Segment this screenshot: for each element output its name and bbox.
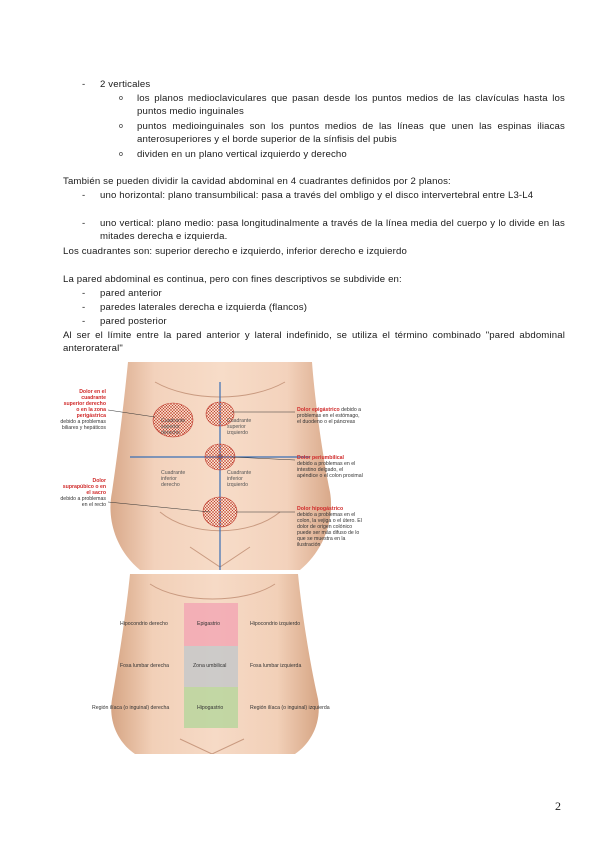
paragraph: Los cuadrantes son: superior derecho e izquierdo, inferior derecho e izquierdo	[63, 246, 407, 257]
label-desc: debido a problemas en el estómago, el duodeno o el páncreas	[297, 407, 362, 425]
figure-label	[297, 455, 363, 479]
bullet-icon: o	[119, 151, 123, 158]
list-dash: -	[82, 316, 86, 327]
region-label: Región ilíaca (o inguinal) derecha	[92, 705, 170, 711]
quadrant-label: Cuadrante inferior derecho	[161, 470, 186, 488]
list-item: pared posterior	[100, 316, 167, 327]
list-subitem: puntos medioinguinales son los puntos medios de las líneas que unen las espinas iliacas anterosuperiores y el borde superior de la sínfisis del pubis	[137, 121, 565, 145]
list-item: pared anterior	[100, 288, 162, 299]
bullet-icon: o	[119, 95, 123, 102]
list-item: 2 verticales	[100, 79, 151, 90]
figure-label	[297, 506, 363, 548]
label-desc: debido a problemas en el intestino delgado, el apéndice o el colon proximal	[297, 461, 363, 479]
label-desc: debido a problemas en el recto	[60, 496, 106, 508]
region-label: Hipocondrio derecho	[120, 621, 168, 627]
list-item: paredes laterales derecha e izquierda (flancos)	[100, 302, 308, 313]
figure-label	[60, 389, 106, 431]
paragraph: También se pueden dividir la cavidad abdominal en 4 cuadrantes definidos por 2 planos:	[63, 176, 451, 187]
list-dash: -	[82, 218, 86, 229]
region-label: Zona umbilical	[193, 663, 227, 669]
region-label: Fosa lumbar izquierda	[250, 663, 302, 669]
region-label: Hipogastrio	[197, 705, 224, 711]
abdomen-quadrants-figure	[60, 362, 370, 570]
quadrant-label: Cuadrante inferior izquierdo	[227, 470, 252, 488]
abdomen-regions-figure	[60, 574, 365, 754]
list-item: uno horizontal: plano transumbilical: pasa a través del ombligo y el disco intervertebral entre L3-L4	[100, 190, 534, 201]
figure-label	[60, 478, 106, 508]
list-dash: -	[82, 302, 86, 313]
page-number: 2	[555, 799, 561, 813]
list-dash: -	[82, 288, 86, 299]
quadrant-label: Cuadrante superior izquierdo	[227, 418, 252, 436]
label-title: Dolor hipogástrico	[297, 506, 344, 512]
list-subitem: los planos medioclaviculares que pasan desde los puntos medios de las clavículas hasta los puntos medio inguinales	[137, 93, 565, 117]
label-title: Dolor suprapúbico o en el sacro	[62, 478, 106, 496]
label-desc: debido a problemas biliares y hepáticos	[60, 419, 106, 431]
list-dash: -	[82, 79, 86, 90]
figure-label	[297, 407, 363, 425]
bullet-icon: o	[119, 123, 123, 130]
label-title: Dolor en el cuadrante superior derecho o en la zona perigástrica	[63, 389, 106, 419]
label-title: Dolor epigástrico	[297, 407, 340, 413]
list-dash: -	[82, 190, 86, 201]
quadrant-label: Cuadrante superior derecho	[161, 418, 186, 436]
region-label: Fosa lumbar derecha	[120, 663, 170, 669]
list-subitem: dividen en un plano vertical izquierdo y derecho	[137, 149, 347, 160]
region-label: Hipocondrio izquierdo	[250, 621, 301, 627]
paragraph: La pared abdominal es continua, pero con fines descriptivos se subdivide en:	[63, 274, 402, 285]
list-item: uno vertical: plano medio: pasa longitudinalmente a través de la línea media del cuerpo y lo divide en las mitades derecha e izquierda.	[100, 218, 565, 242]
label-title: Dolor periumbilical	[297, 455, 344, 461]
paragraph: Al ser el límite entre la pared anterior y lateral indefinido, se utiliza el término combinado "pared abdominal anterorateral"	[63, 330, 565, 354]
region-label: Región ilíaca (o inguinal) izquierda	[250, 705, 330, 711]
label-desc: debido a problemas en el colon, la vejiga o el útero. El dolor de origen colónico puede ser más difuso de lo que se muestra en la ilustración	[297, 512, 362, 548]
region-label: Epigastrio	[197, 621, 221, 627]
